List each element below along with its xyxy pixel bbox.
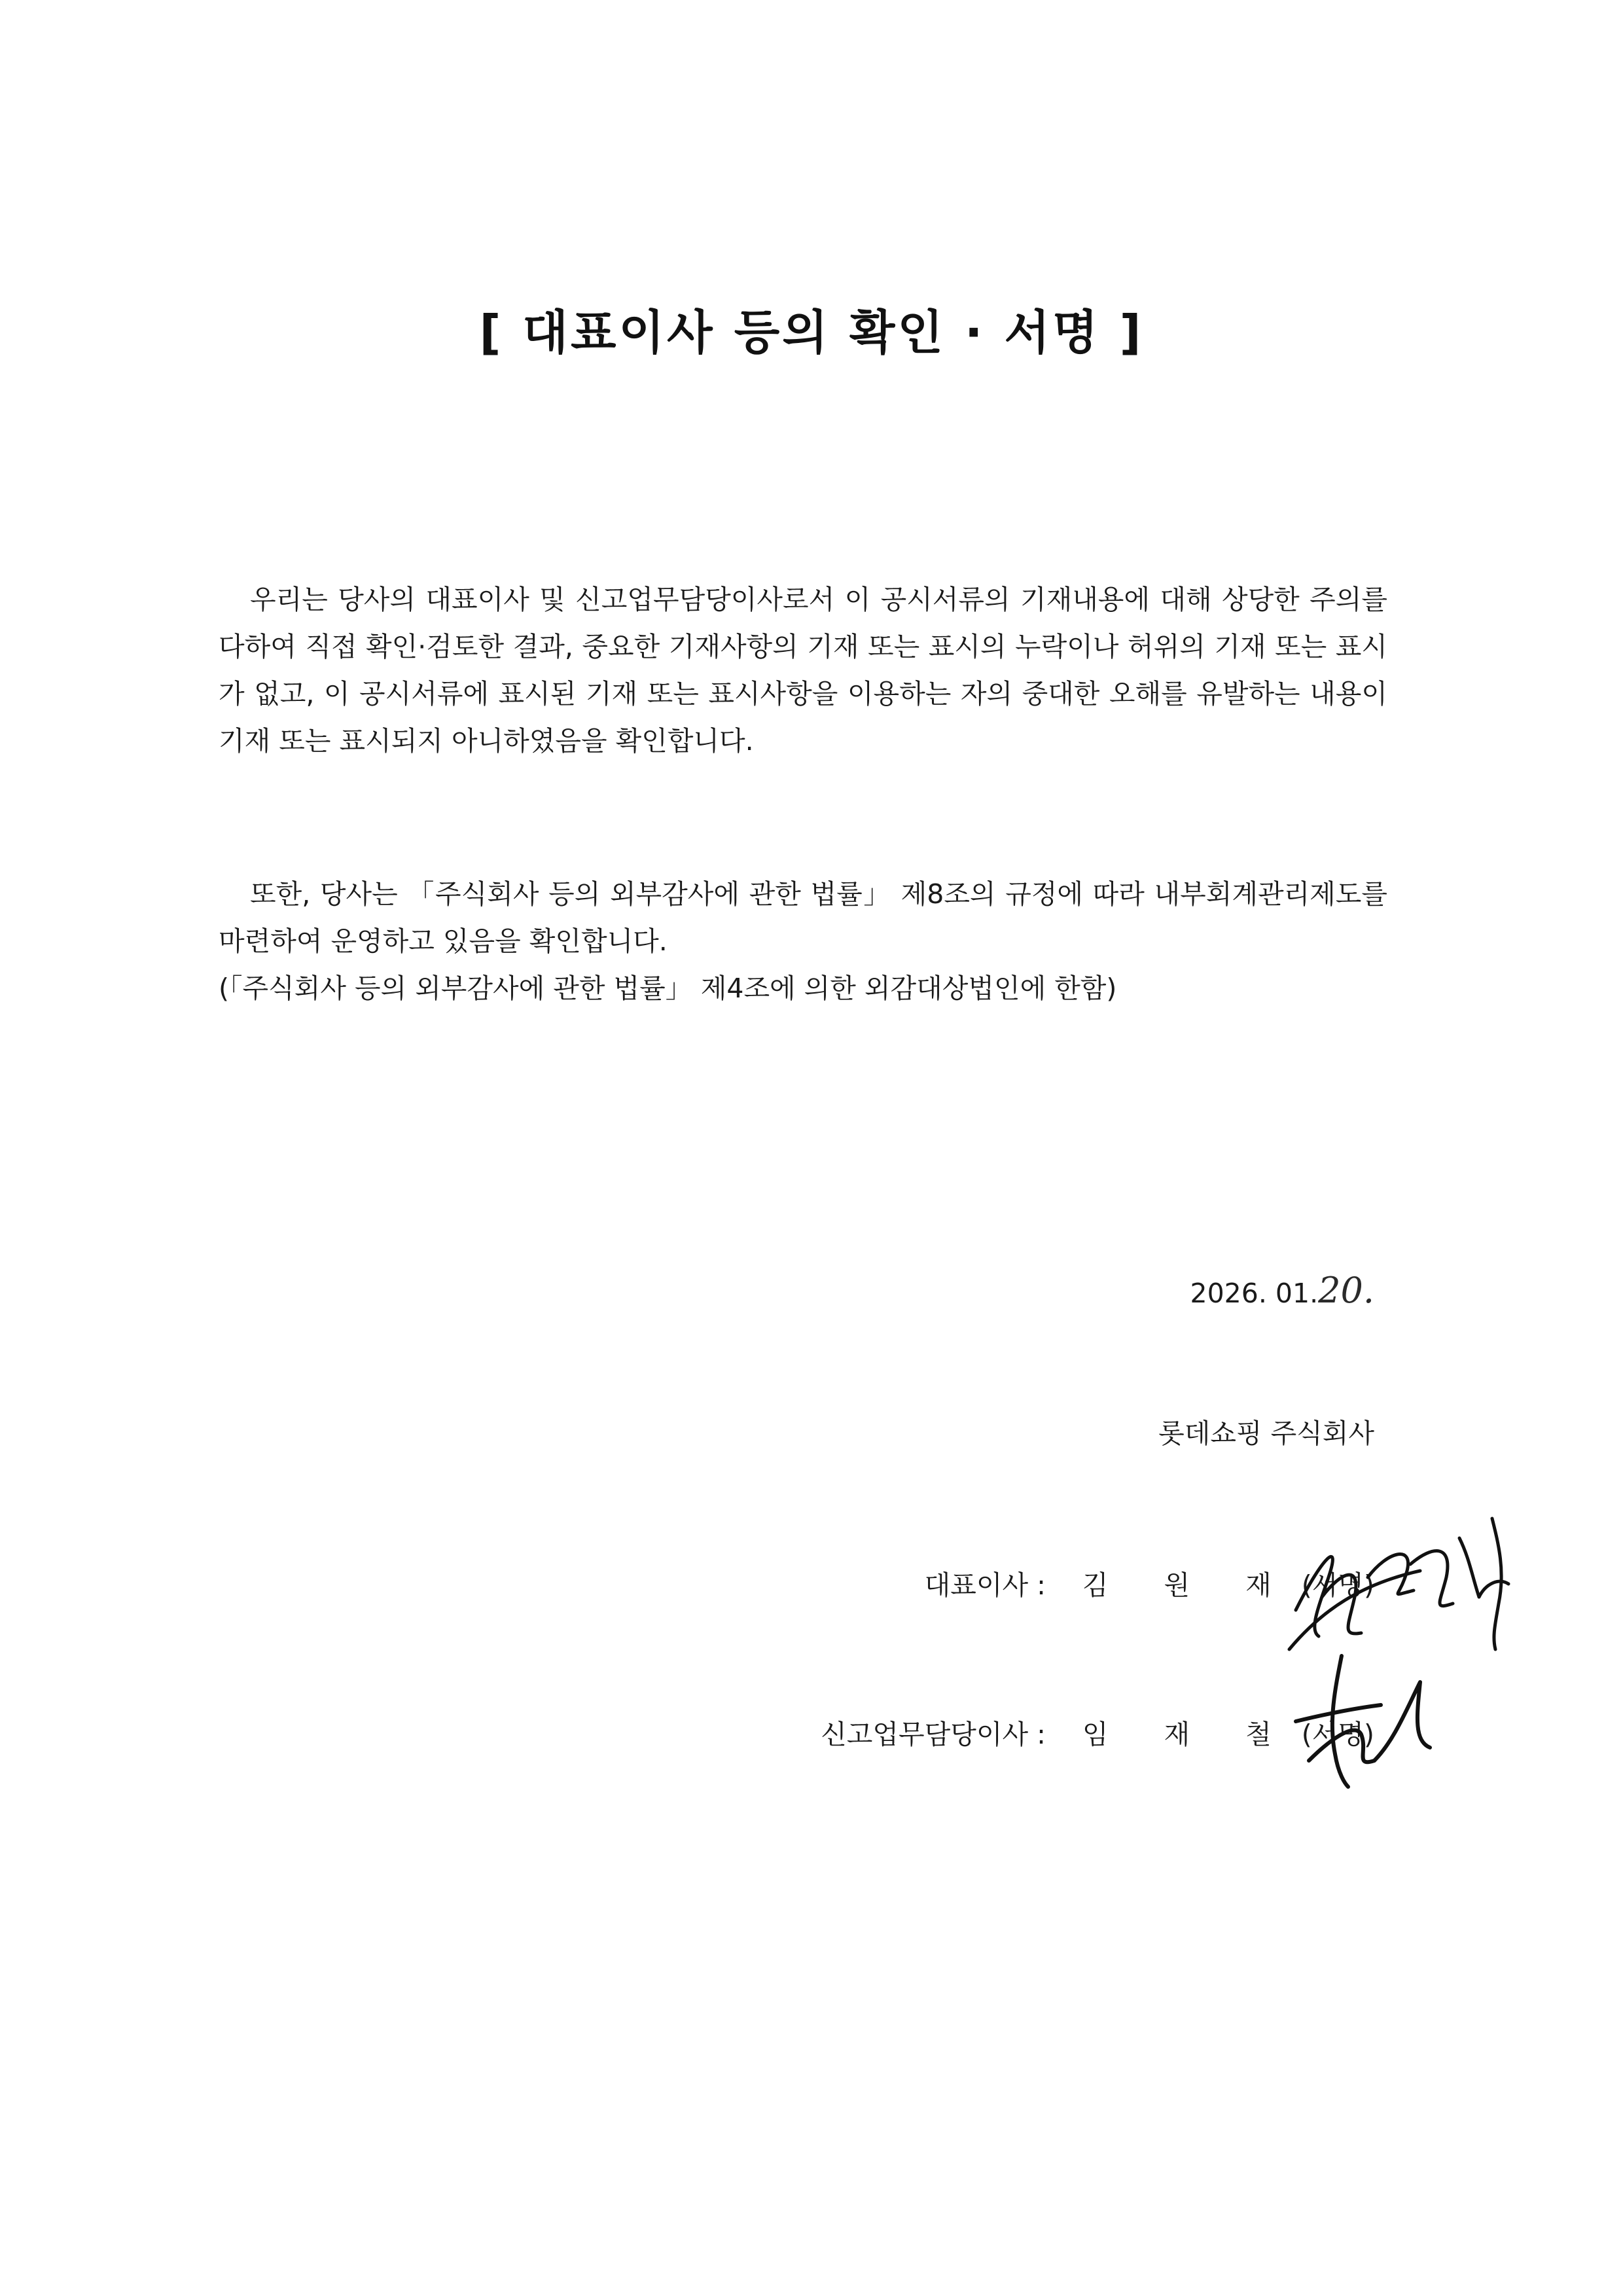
document-date [1190,1267,1374,1317]
applicability-note: (「주식회사 등의 외부감사에 관한 법률」 제4조에 의한 외감대상법인에 한함) [219,973,1117,1004]
company-name: 롯데쇼핑 주식회사 [1158,1418,1374,1449]
disclosure-officer-signature-mark: (서명) [1301,1719,1374,1750]
internal-control-paragraph [219,870,1387,965]
date-printed: 2026. 01. [1190,1278,1319,1309]
disclosure-officer-signature-line [821,1711,1374,1758]
ceo-signature-line [925,1562,1374,1609]
ceo-name: 김 원 재 [1082,1570,1295,1601]
ceo-role-label: 대표이사 : [924,1570,1046,1601]
ceo-signature-mark: (서명) [1301,1570,1374,1601]
internal-control-text: 또한, 당사는 「주식회사 등의 외부감사에 관한 법률」 제8조의 규정에 따라 내부회계관리제도를 마련하여 운영하고 있음을 확인합니다. [219,878,1387,957]
date-handwritten: 20. [1318,1270,1374,1311]
document-title: [ 대표이사 등의 확인 · 서명 ] [479,305,1144,360]
confirmation-text: 우리는 당사의 대표이사 및 신고업무담당이사로서 이 공시서류의 기재내용에 대해 상당한 주의를 다하여 직접 확인·검토한 결과, 중요한 기재사항의 기재 또는 표시의 누락이나 허위의 기재 또는 표시가 없고, 이 공시서류에 표시된 기재 또는 표시사항을 이용하는 자의 중대한 오해를 유발하는 내용이 기재 또는 표시되지 아니하였음을 확인합니다. [219,584,1387,757]
disclosure-officer-role-label: 신고업무담당이사 : [821,1719,1046,1750]
disclosure-officer-name: 임 재 철 [1082,1719,1295,1750]
confirmation-paragraph [219,576,1387,764]
